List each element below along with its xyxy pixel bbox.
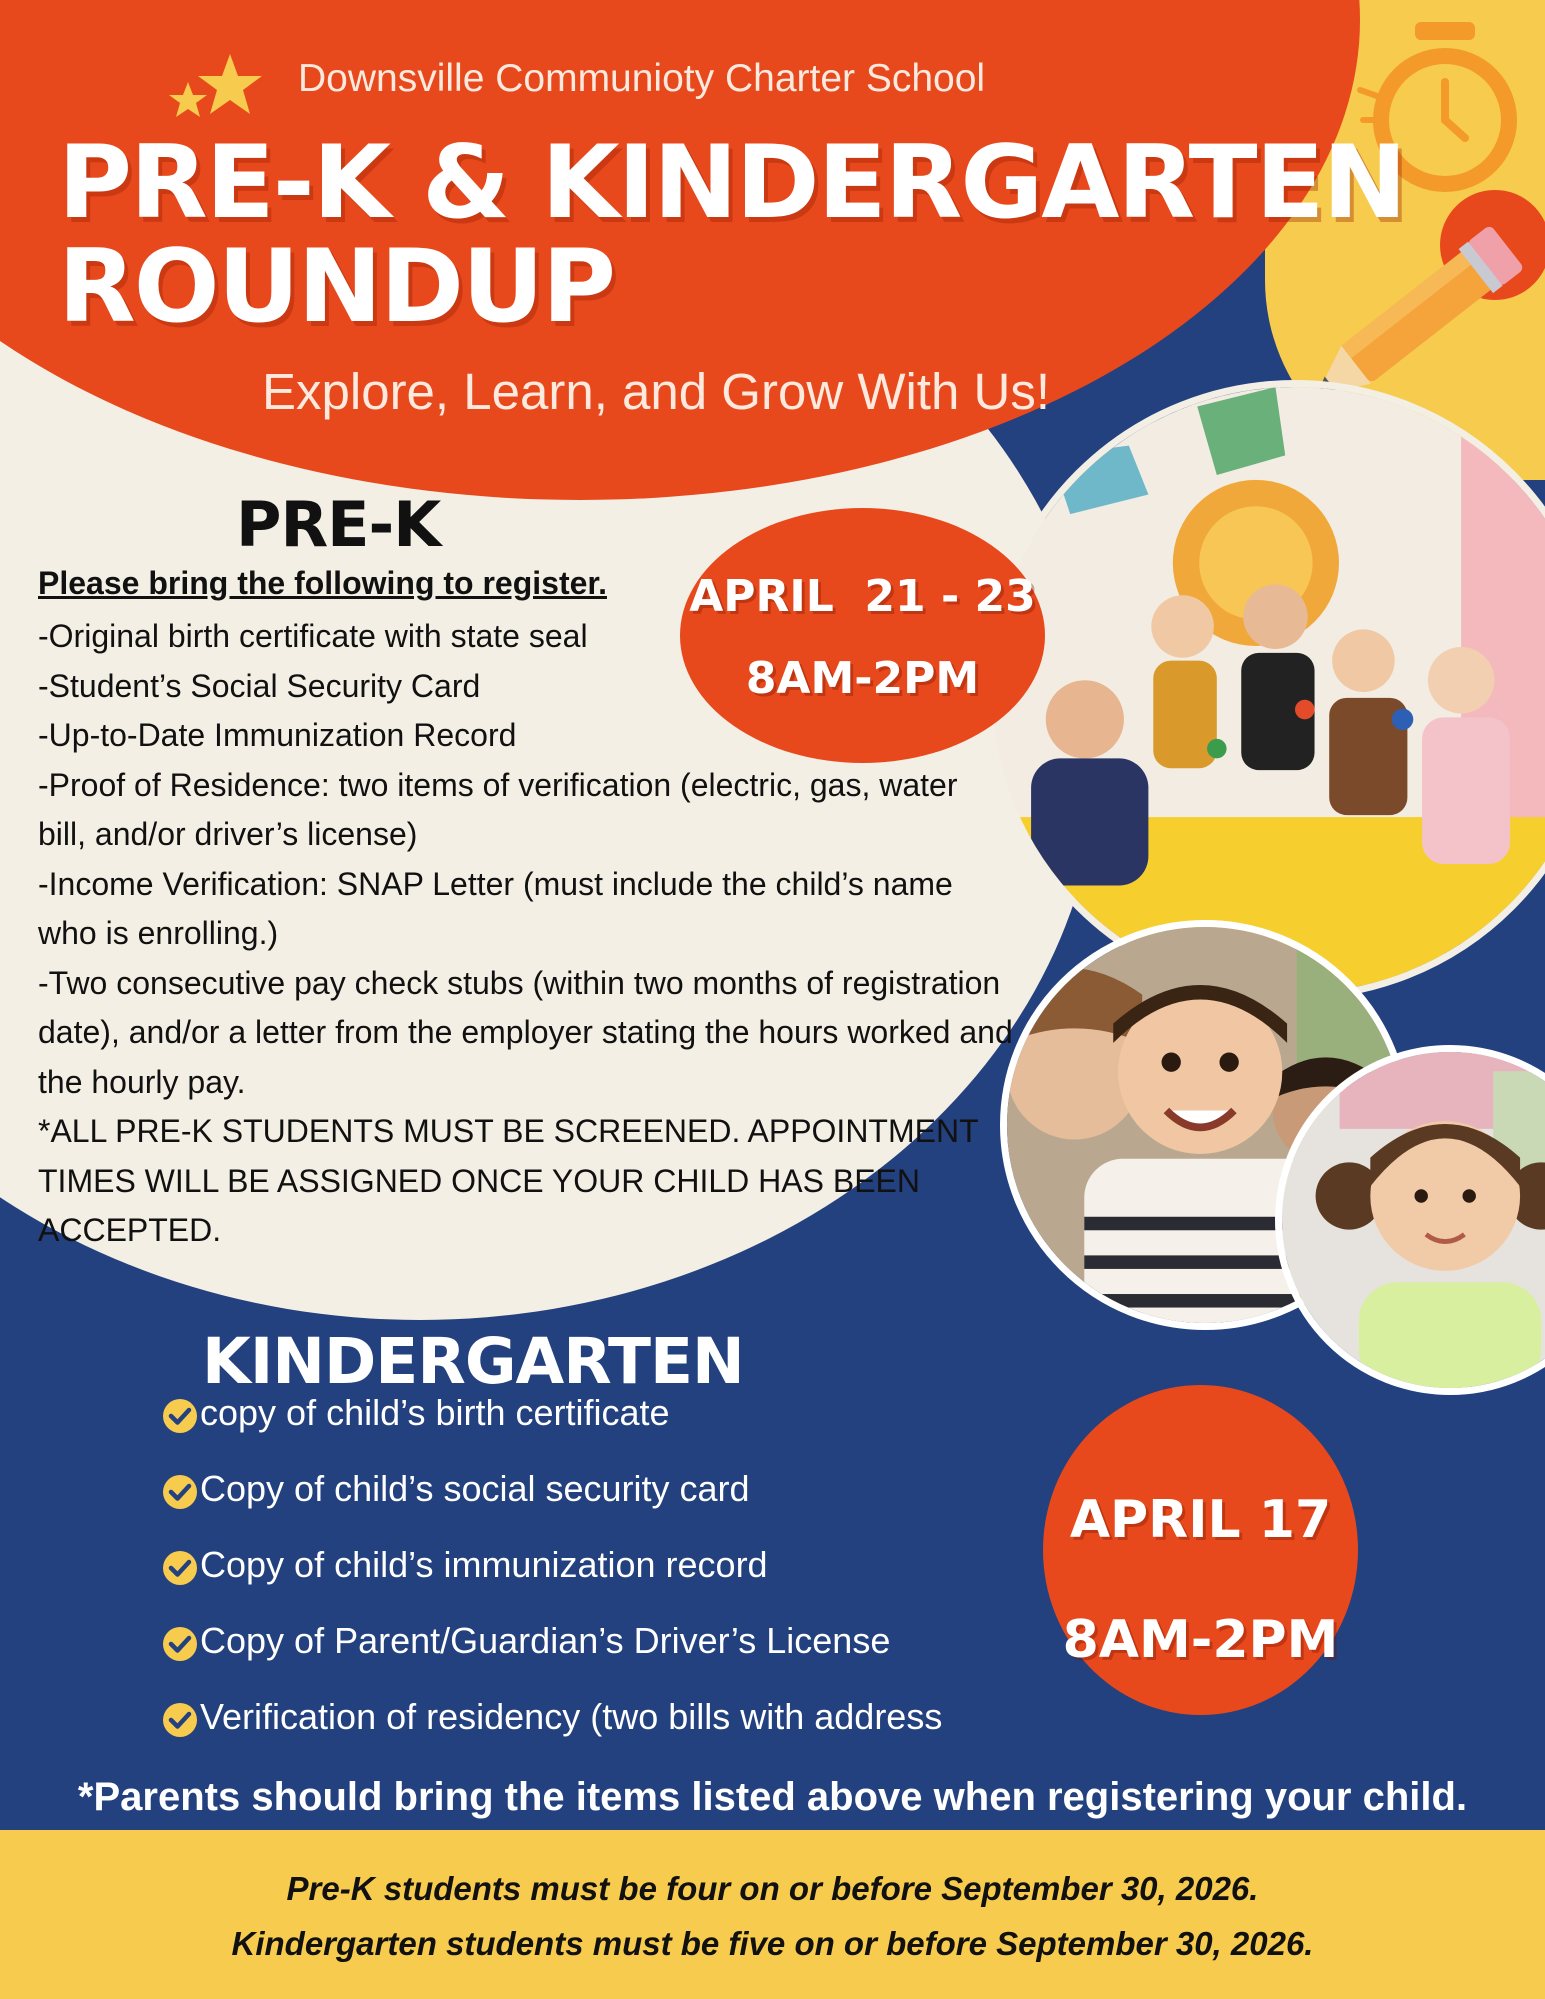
list-item-text: Copy of child’s social security card: [200, 1468, 750, 1509]
title-line-2: ROUNDUP: [58, 227, 615, 345]
prek-age-requirement: Pre-K students must be four on or before September 30, 2026.: [286, 1870, 1259, 1907]
kindergarten-age-requirement: Kindergarten students must be five on or before September 30, 2026.: [231, 1925, 1314, 1962]
list-item: -Student’s Social Security Card: [38, 667, 481, 704]
list-item: [162, 1696, 942, 1772]
prek-date: APRIL 21 - 23: [689, 571, 1036, 622]
list-item: -Income Verification: SNAP Letter (must include the child’s name who is enrolling.): [38, 865, 953, 951]
kindergarten-date: APRIL 17: [1069, 1490, 1332, 1550]
check-circle-icon: [162, 1626, 198, 1662]
list-item-text: Copy of Parent/Guardian’s Driver’s License: [200, 1620, 891, 1661]
prek-date-bubble: [680, 508, 1045, 763]
list-item: -Proof of Residence: two items of verification (electric, gas, water bill, and/or driver’s license): [38, 766, 958, 852]
kindergarten-requirements-list: [162, 1392, 942, 1772]
list-item: -Up-to-Date Immunization Record: [38, 717, 517, 753]
kindergarten-heading: KINDERGARTEN: [202, 1325, 744, 1398]
list-item: [162, 1392, 942, 1468]
stars-icon: [160, 52, 270, 132]
check-circle-icon: [162, 1398, 198, 1434]
kindergarten-date-bubble: [1043, 1385, 1358, 1715]
tagline: Explore, Learn, and Grow With Us!: [262, 363, 1050, 420]
kindergarten-time: 8AM-2PM: [1062, 1610, 1339, 1670]
check-circle-icon: [162, 1474, 198, 1510]
page-title: [58, 123, 1406, 345]
list-item: -Original birth certificate with state seal: [38, 618, 588, 654]
parents-note: *Parents should bring the items listed above when registering your child.: [77, 1775, 1468, 1819]
list-item: [162, 1468, 942, 1544]
list-item: -Two consecutive pay check stubs (within two months of registration date), and/or a letter from the employer stating the hours worked and the hourly pay.: [38, 964, 1013, 1100]
title-line-1: PRE-K & KINDERGARTEN: [58, 123, 1406, 241]
list-item-text: Verification of residency (two bills with address: [200, 1696, 943, 1737]
list-item: *ALL PRE-K STUDENTS MUST BE SCREENED. APPOINTMENT TIMES WILL BE ASSIGNED ONCE YOUR CHILD HAS BEEN ACCEPTED.: [38, 1113, 979, 1248]
check-circle-icon: [162, 1550, 198, 1586]
prek-time: 8AM-2PM: [745, 653, 980, 704]
footer-banner: [0, 1830, 1545, 1999]
prek-bring-heading: Please bring the following to register.: [38, 565, 607, 601]
prek-heading: PRE-K: [236, 488, 441, 561]
check-circle-icon: [162, 1702, 198, 1738]
list-item-text: copy of child’s birth certificate: [200, 1392, 670, 1433]
list-item: [162, 1620, 942, 1696]
list-item: [162, 1544, 942, 1620]
school-name: Downsville Communioty Charter School: [298, 57, 986, 100]
list-item-text: Copy of child’s immunization record: [200, 1544, 768, 1585]
